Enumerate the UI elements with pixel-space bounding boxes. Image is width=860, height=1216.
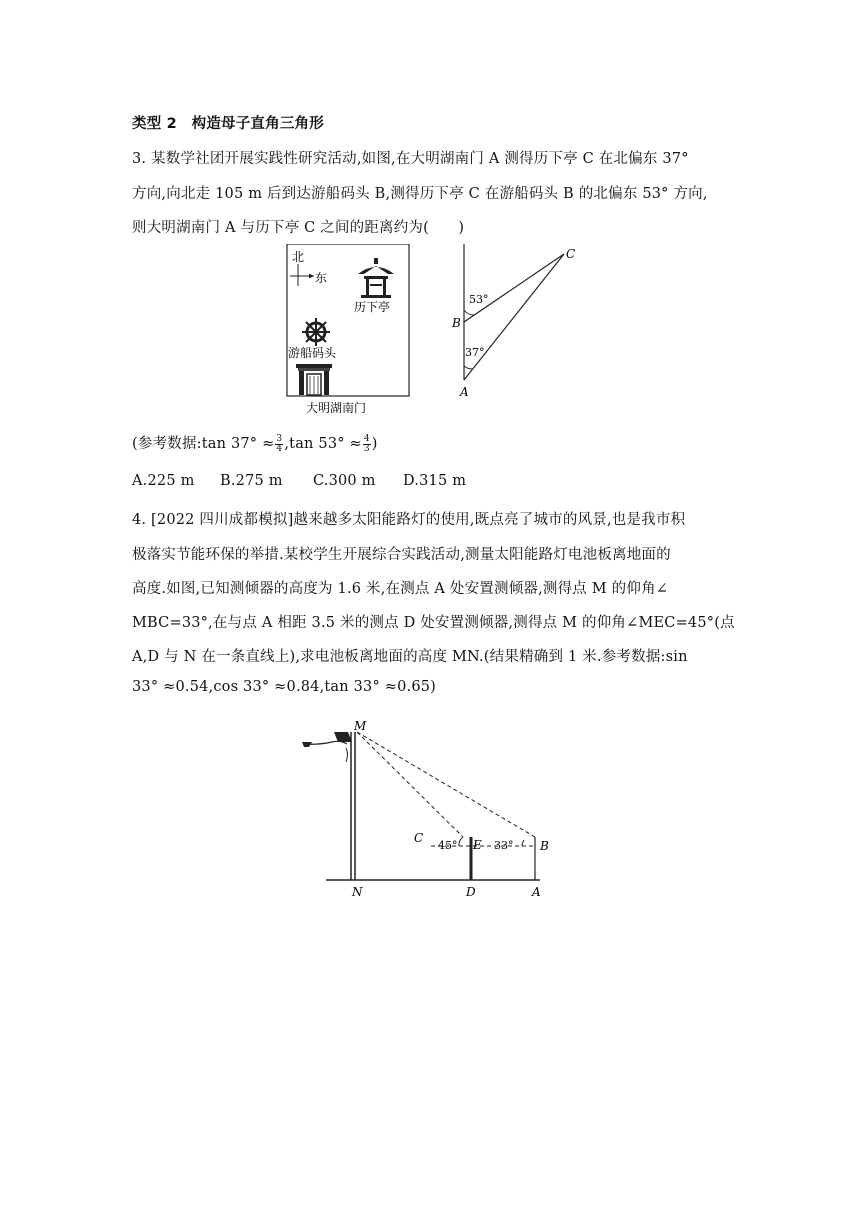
q4-text-line-6: 33° ≈0.54,cos 33° ≈0.84,tan 33° ≈0.65) [132,679,437,695]
point-m-label: M [354,719,367,733]
q3-triangle-figure [448,244,588,402]
angle-b-arc [464,310,474,315]
ship-wheel-icon [302,318,330,346]
q4-text-line-1: 4. [2022 四川成都模拟]越来越多太阳能路灯的使用,既点亮了城市的风景,也是我市积 [132,512,686,528]
point-e-label: E [473,838,482,852]
point-b-label: B [452,316,461,330]
compass-arrow-icon [309,274,314,279]
q4-streetlight-figure [296,718,566,900]
q3-map-figure [280,244,420,418]
point-b-label: B [540,839,549,853]
segment-ac [464,254,564,380]
q3-reference-data [132,432,378,454]
angle-b-arc [522,840,524,846]
ref-suffix: ) [371,436,378,452]
q3-text-line-1: 3. 某数学社团开展实践性研究活动,如图,在大明湖南门 A 测得历下亭 C 在北偏东 37° [132,151,689,167]
point-d-label: D [466,885,476,899]
q4-text-line-4: MBC=33°,在与点 A 相距 3.5 米的测点 D 处安置测倾器,测得点 M 的仰角∠MEC=45°(点 [132,615,735,631]
point-c-label: C [414,831,424,845]
q3-options [132,473,466,489]
q4-text-line-2: 极落实节能环保的举措.某校学生开展综合实践活动,测量太阳能路灯电池板离地面的 [132,547,671,563]
angle-a-arc [464,366,472,369]
point-n-label: N [352,885,363,899]
point-a-label: A [460,385,469,399]
ref-frac1-num: 3 [276,433,283,444]
pavilion-icon [358,258,394,298]
angle-b-label: 53° [469,293,489,306]
pavilion-label: 历下亭 [354,300,391,314]
angle-b-label: 33° [494,839,514,852]
point-c-label: C [566,247,576,261]
map-frame [287,244,409,396]
segment-bc [464,254,564,322]
compass-north-label: 北 [292,250,305,264]
ref-frac2-den: 3 [363,443,370,454]
ref-prefix: (参考数据:tan 37° ≈ [132,436,275,452]
angle-e-arc [459,837,463,846]
q3-text-line-2: 方向,向北走 105 m 后到达游船码头 B,测得历下亭 C 在游船码头 B 的北偏东 53° 方向, [132,186,708,202]
ref-fraction-2 [363,435,371,454]
gate-label: 大明湖南门 [306,401,367,415]
ref-fraction-1 [275,435,283,454]
sight-line-mb [357,732,535,837]
solar-panel-icon [334,732,352,742]
q4-text-line-3: 高度.如图,已知测倾器的高度为 1.6 米,在测点 A 处安置测倾器,测得点 M 的仰角∠ [132,581,669,597]
ref-mid: ,tan 53° ≈ [284,436,362,452]
angle-e-label: 45° [438,839,458,852]
lamp-head-icon [302,742,312,747]
option-d[interactable]: D.315 m [403,473,467,489]
angle-a-label: 37° [465,346,485,359]
q4-text-line-5: A,D 与 N 在一条直线上),求电池板离地面的高度 MN.(结果精确到 1 米.参考数据:sin [132,649,688,665]
q3-text-line-3: 则大明湖南门 A 与历下亭 C 之间的距离约为( ) [132,220,465,236]
point-a-label: A [532,885,541,899]
gate-icon [296,364,332,395]
sight-line-me [357,732,463,837]
option-c[interactable]: C.300 m [313,473,376,489]
ref-frac1-den: 4 [276,443,283,454]
lamp-arm-curve [346,748,348,762]
ref-frac2-num: 4 [363,433,370,444]
compass-east-label: 东 [315,271,328,285]
option-a[interactable]: A.225 m [132,473,195,489]
option-b[interactable]: B.275 m [220,473,283,489]
pier-label: 游船码头 [288,346,337,360]
section-heading: 类型 2 构造母子直角三角形 [132,116,324,132]
